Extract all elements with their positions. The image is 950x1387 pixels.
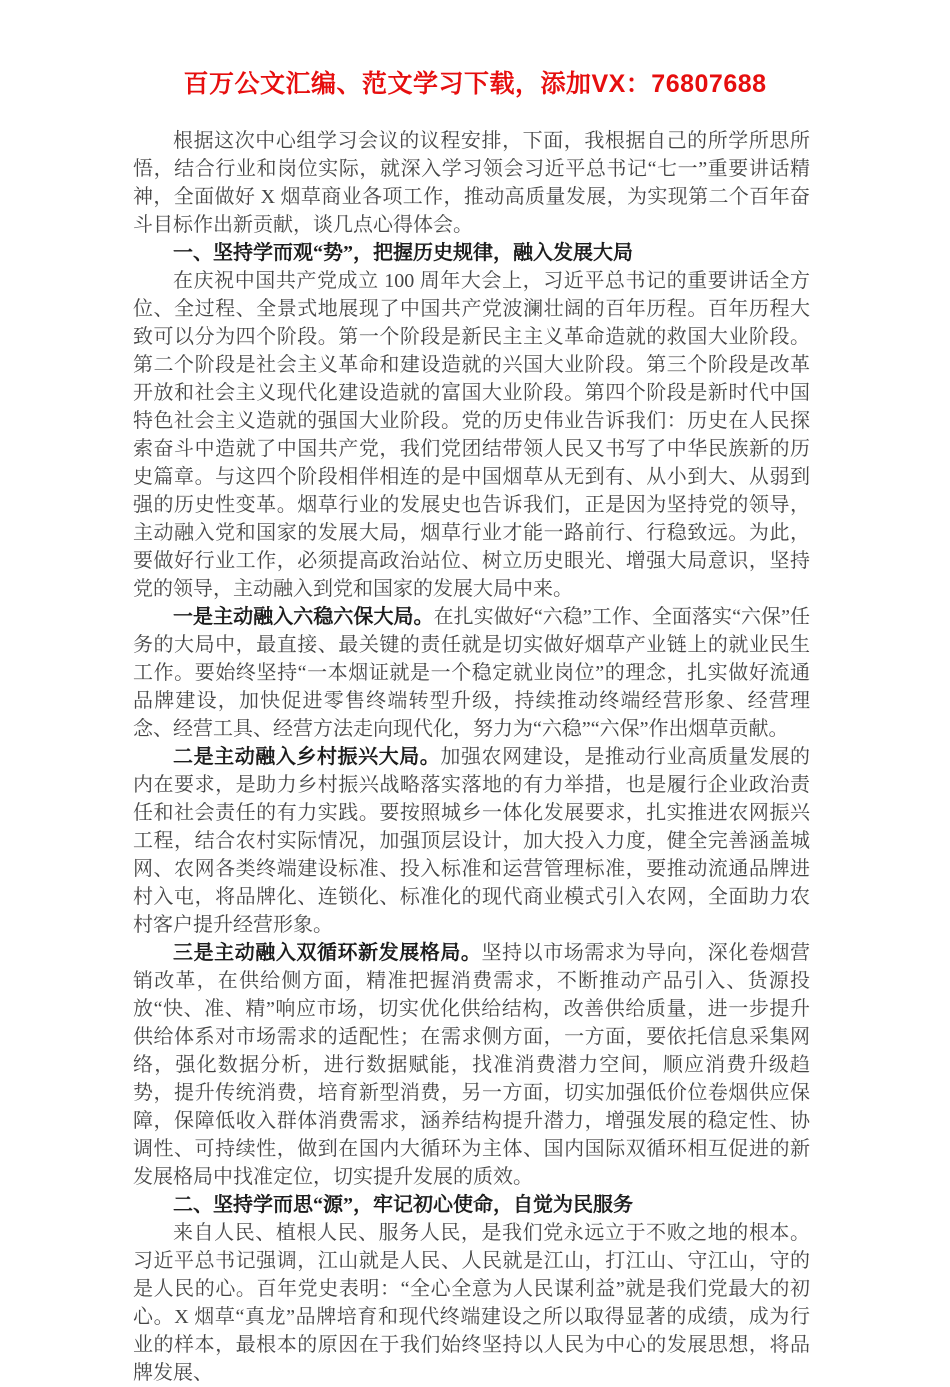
section-heading: 二、坚持学而思“源”，牢记初心使命，自觉为民服务 [173, 1194, 633, 1216]
paragraph-lead: 二是主动融入乡村振兴大局。 [173, 746, 441, 768]
paragraph: 在庆祝中国共产党成立 100 周年大会上，习近平总书记的重要讲话全方位、全过程、全景式地展现了中国共产党波澜壮阔的百年历程。百年历程大致可以分为四个阶段。第一个阶段是新民主主义革命造就的救国大业阶段。第二个阶段是社会主义革命和建设造就的兴国大业阶段。第三个阶段是改革开放和社会主义现代化建设造就的富国大业阶段。第四个阶段是新时代中国特色社会主义造就的强国大业阶段。党的历史伟业告诉我们：历史在人民探索奋斗中造就了中国共产党，我们党团结带领人民又书写了中华民族新的历史篇章。与这四个阶段相伴相连的是中国烟草从无到有、从小到大、从弱到强的历史性变革。烟草行业的发展史也告诉我们，正是因为坚持党的领导，主动融入党和国家的发展大局，烟草行业才能一路前行、行稳致远。为此，要做好行业工作，必须提高政治站位、树立历史眼光、增强大局意识，坚持党的领导，主动融入到党和国家的发展大局中来。 [133, 270, 810, 600]
paragraph-lead: 一是主动融入六稳六保大局。 [173, 606, 434, 628]
paragraph: 三是主动融入双循环新发展格局。坚持以市场需求为导向，深化卷烟营销改革，在供给侧方面，精准把握消费需求，不断推动产品引入、货源投放“快、准、精”响应市场，切实优化供给结构，改善供给质量，进一步提升供给体系对市场需求的适配性；在需求侧方面，一方面，要依托信息采集网络，强化数据分析，进行数据赋能，找准消费潜力空间，顺应消费升级趋势，提升传统消费，培育新型消费，另一方面，切实加强低价位卷烟供应保障，保障低收入群体消费需求，涵养结构提升潜力，增强发展的稳定性、协调性、可持续性，做到在国内大循环为主体、国内国际双循环相互促进的新发展格局中找准定位，切实提升发展的质效。 [133, 942, 810, 1188]
paragraph: 根据这次中心组学习会议的议程安排，下面，我根据自己的所学所思所悟，结合行业和岗位实际，就深入学习领会习近平总书记“七一”重要讲话精神，全面做好 X 烟草商业各项工作，推动高质量发展，为实现第二个百年奋斗目标作出新贡献，谈几点心得体会。 [133, 130, 810, 236]
document-body [0, 127, 950, 1387]
paragraph: 来自人民、植根人民、服务人民，是我们党永远立于不败之地的根本。习近平总书记强调，江山就是人民、人民就是江山，打江山、守江山，守的是人民的心。百年党史表明：“全心全意为人民谋利益”就是我们党最大的初心。X 烟草“真龙”品牌培育和现代终端建设之所以取得显著的成绩，成为行业的样本，最根本的原因在于我们始终坚持以人民为中心的发展思想，将品牌发展、 [133, 1222, 810, 1384]
paragraph-lead: 三是主动融入双循环新发展格局。 [173, 942, 482, 964]
promo-header: 百万公文汇编、范文学习下载，添加VX：76807688 [183, 70, 767, 98]
paragraph: 一是主动融入六稳六保大局。在扎实做好“六稳”工作、全面落实“六保”任务的大局中，最直接、最关键的责任就是切实做好烟草产业链上的就业民生工作。要始终坚持“一本烟证就是一个稳定就业岗位”的理念，扎实做好流通品牌建设，加快促进零售终端转型升级，持续推动终端经营形象、经营理念、经营工具、经营方法走向现代化，努力为“六稳”“六保”作出烟草贡献。 [133, 606, 811, 740]
section-heading: 一、坚持学而观“势”，把握历史规律，融入发展大局 [173, 242, 633, 264]
paragraph: 二是主动融入乡村振兴大局。加强农网建设，是推动行业高质量发展的内在要求，是助力乡村振兴战略落实落地的有力举措，也是履行企业政治责任和社会责任的有力实践。要按照城乡一体化发展要求，扎实推进农网振兴工程，结合农村实际情况，加强顶层设计，加大投入力度，健全完善涵盖城网、农网各类终端建设标准、投入标准和运营管理标准，要推动流通品牌进村入屯，将品牌化、连锁化、标准化的现代商业模式引入农网，全面助力农村客户提升经营形象。 [133, 746, 811, 936]
